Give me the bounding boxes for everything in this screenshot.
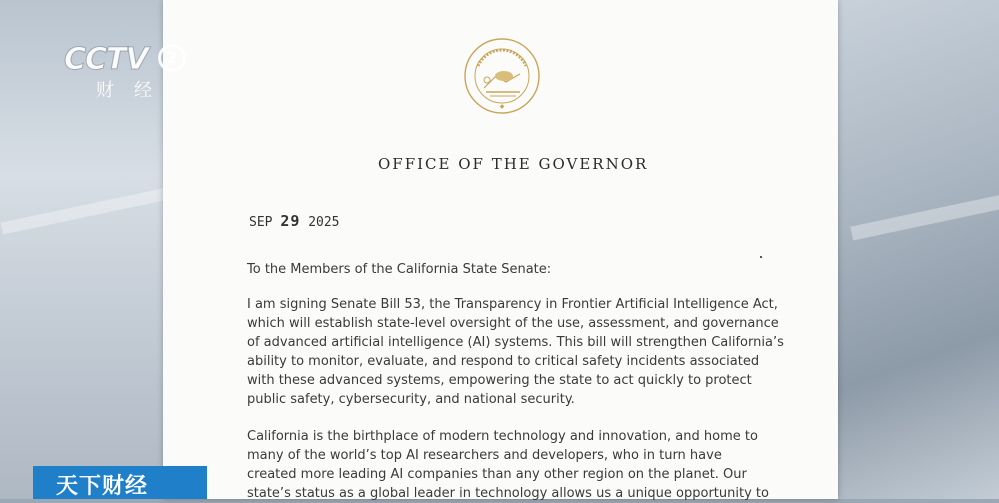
paragraph-line: of advanced artificial intelligence (AI) systems. This bill will strengthen California’s [247,335,784,350]
background-right [838,0,999,499]
letter-paragraph-1 [247,295,787,409]
paragraph-line: many of the world’s top AI researchers and developers, who in turn have [247,448,722,463]
page-speck [760,256,762,258]
svg-text:◆: ◆ [499,103,505,110]
paragraph-line: California is the birthplace of modern technology and innovation, and home to [247,429,758,444]
program-caption: 天下财经 [56,474,149,499]
logo-channel-number: 2 [158,44,186,72]
letterhead-title: OFFICE OF THE GOVERNOR [378,155,649,173]
paragraph-line: ability to monitor, evaluate, and respond to critical safety incidents associated [247,354,760,369]
date-day: 29 [280,212,301,230]
channel-logo [64,42,194,102]
paragraph-line: with these advanced systems, empowering the state to act quickly to protect [247,373,752,388]
date-year: 2025 [308,215,340,230]
paragraph-line: which will establish state-level oversight of the use, assessment, and governance [247,316,779,331]
paragraph-line: public safety, cybersecurity, and national security. [247,392,575,407]
paragraph-line: I am signing Senate Bill 53, the Transparency in Frontier Artificial Intelligence Act, [247,297,778,312]
logo-wordmark: CCTV [64,42,148,77]
date-month: SEP [249,215,273,230]
logo-subtitle: 财经 [96,80,172,101]
paragraph-line: created more leading AI companies than any other region on the planet. Our [247,467,747,482]
letter-salutation: To the Members of the California State Senate: [247,262,552,277]
letter-date [249,212,340,230]
letter-paragraph-2 [247,427,787,503]
paragraph-line: state’s status as a global leader in technology allows us a unique opportunity to [247,486,769,501]
great-seal-of-california-icon [462,36,542,116]
